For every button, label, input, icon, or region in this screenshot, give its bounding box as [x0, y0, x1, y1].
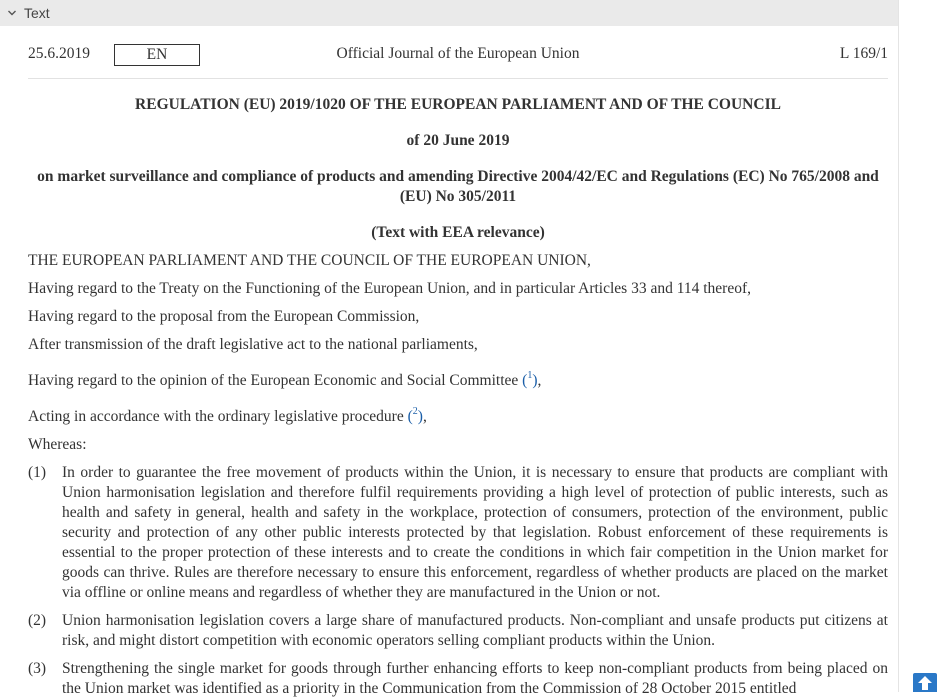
- procedure-text: Acting in accordance with the ordinary legislative procedure: [28, 408, 408, 426]
- language-badge: EN: [114, 44, 200, 66]
- chevron-down-icon: [7, 8, 17, 18]
- recital-text: In order to guarantee the free movement of products within the Union, it is necessary to ensure that products are compliant with Union harmonisation legislation and therefore fulfil requirements providing a high level of protection of public interests, such as health and safety in general, health and safety in the workplace, protection of consumers, protection of the environment, public security and protection of any other public interests protected by that legislation. Robust enforcement of these requirements is essential to the proper protection of these interests and to create the conditions in which fair competition in the Union market for goods can thrive. Rules are therefore necessary to ensure this enforcement, regardless of whether products are placed on the market via offline or online means and regardless of whether they are manufactured in the Union or not.: [62, 464, 888, 602]
- preamble-whereas: Whereas:: [28, 436, 87, 454]
- recital: [28, 659, 888, 699]
- recital-number: (1): [28, 464, 47, 482]
- preamble-procedure: Acting in accordance with the ordinary legislative procedure ($^2$),: [28, 406, 427, 426]
- recital-text: Union harmonisation legislation covers a large share of manufactured products. Non-compliant and unsafe products put citizens at risk, and might distort competition with economic operators selling compliant products within the Union.: [62, 612, 888, 650]
- recital: [28, 463, 888, 603]
- panel-title: Text: [24, 5, 50, 21]
- opinion-text: Having regard to the opinion of the European Economic and Social Committee: [28, 372, 523, 390]
- regulation-date: of 20 June 2019: [406, 132, 510, 149]
- preamble-transmission: After transmission of the draft legislative act to the national parliaments,: [28, 336, 478, 353]
- publication-date: 25.6.2019: [28, 45, 90, 62]
- journal-name: Official Journal of the European Union: [336, 45, 580, 62]
- recital-text: Strengthening the single market for goods through further enhancing efforts to keep non-compliant products from being placed on the Union market was identified as a priority in the Communication from the Commission of 28 October 2015 entitled: [62, 660, 888, 698]
- footnote-link-1[interactable]: ($^1$): [522, 370, 538, 390]
- regulation-title: REGULATION (EU) 2019/1020 OF THE EUROPEAN PARLIAMENT AND OF THE COUNCIL: [135, 96, 781, 113]
- preamble-parties: THE EUROPEAN PARLIAMENT AND THE COUNCIL OF THE EUROPEAN UNION,: [28, 252, 591, 269]
- preamble-treaty: Having regard to the Treaty on the Functioning of the European Union, and in particular Articles 33 and 114 thereof,: [28, 280, 752, 297]
- recital: [28, 611, 888, 651]
- text-panel-header[interactable]: [0, 0, 898, 26]
- journal-reference: L 169/1: [839, 45, 888, 62]
- journal-header: [28, 26, 888, 79]
- scroll-to-top-button[interactable]: [913, 673, 937, 692]
- document-body: [28, 26, 888, 699]
- regulation-subject: on market surveillance and compliance of products and amending Directive 2004/42/EC and Regulations (EC) No 765/2008 and (EU) No 305/2011: [37, 168, 879, 205]
- preamble-opinion: Having regard to the opinion of the European Economic and Social Committee ($^1$),: [28, 370, 542, 390]
- panel-right-border: [898, 0, 899, 692]
- arrow-up-icon: [913, 673, 937, 692]
- preamble-proposal: Having regard to the proposal from the European Commission,: [28, 308, 420, 325]
- recital-number: (3): [28, 660, 47, 678]
- eea-relevance: (Text with EEA relevance): [371, 224, 545, 241]
- footnote-link-2[interactable]: ($^2$): [407, 406, 423, 426]
- recital-number: (2): [28, 612, 47, 630]
